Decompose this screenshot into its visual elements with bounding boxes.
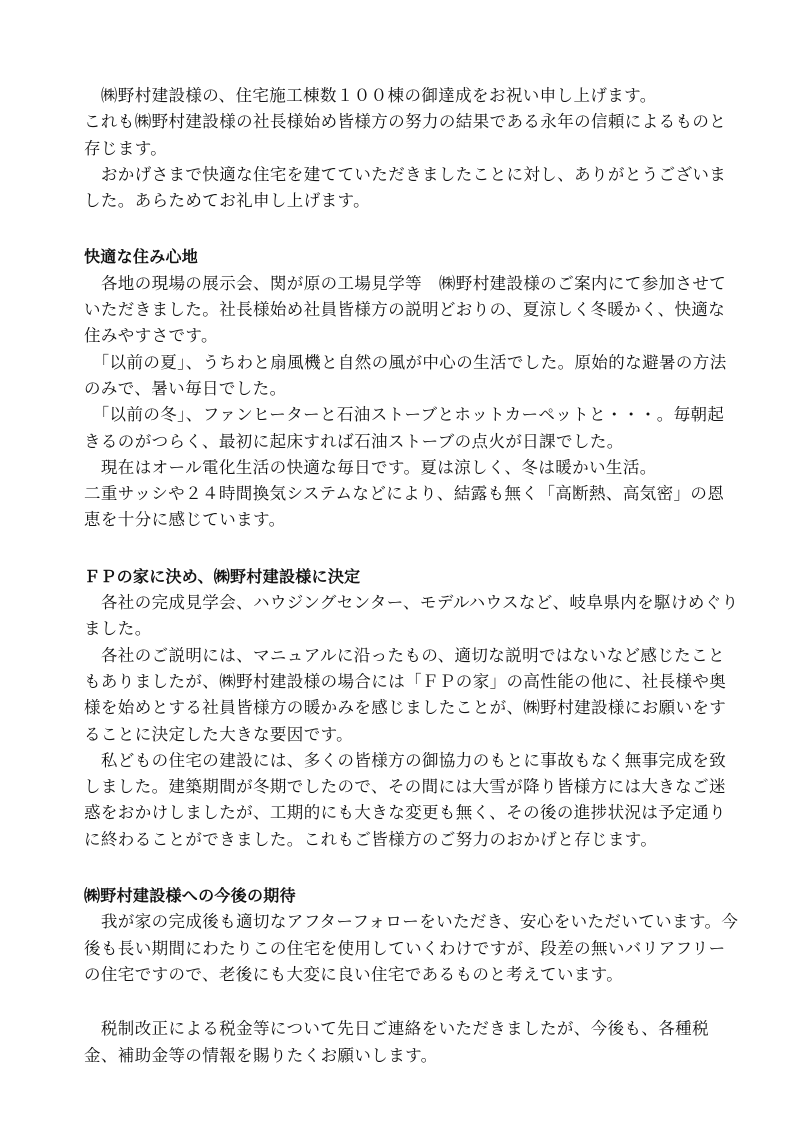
section-paragraph: 現在はオール電化生活の快適な毎日です。夏は涼しく、冬は暖かい生活。 [84, 457, 657, 477]
section-paragraph: 各社のご説明には、マニュアルに沿ったもの、適切な説明ではないなど感じたこともありましたが、㈱野村建設様の場合には「ＦＰの家」の高性能の他に、社長様や奥様を始めとする社員皆様方の暖かみを感じましたことが、㈱野村建設様にお願いをすることに決定した大きな要因です。 [84, 645, 727, 744]
intro-line: これも㈱野村建設様の社長様始め皆様方の努力の結果である永年の信頼によるものと存じます。 [84, 112, 727, 158]
intro-line: おかげさまで快適な住宅を建てていただきましたことに対し、ありがとうございました。あらためてお礼申し上げます。 [84, 164, 727, 211]
section-heading: ㈱野村建設様への今後の期待 [84, 886, 296, 906]
section-paragraph: 私どもの住宅の建設には、多くの皆様方の御協力のもとに事故もなく無事完成を致しました。建築期間が冬期でしたので、その間には大雪が降り皆様方には大きなご迷惑をおかけしましたが、工期的にも大きな変更も無く、その後の進捗状況は予定通りに終わることができました。これもご皆様方のご努力のおかげと存じます。 [84, 750, 727, 849]
closing-block [84, 1016, 740, 1069]
section-comfort [84, 244, 740, 533]
section-heading: 快適な住み心地 [84, 247, 199, 267]
intro-block [84, 83, 740, 214]
section-decision [84, 564, 740, 853]
section-paragraph: 各地の現場の展示会、関が原の工場見学等 ㈱野村建設様のご案内にて参加させていただきました。社長様始め社員皆様方の説明どおりの、夏涼しく冬暖かく、快適な住みやすさです。 [84, 273, 727, 346]
section-paragraph: 「以前の冬」、ファンヒーターと石油ストーブとホットカーペットと・・・。毎朝起きるのがつらく、最初に起床すれば石油ストーブの点火が日課でした。 [84, 405, 725, 451]
closing-paragraph: 税制改正による税金等について先日ご連絡をいただきましたが、今後も、各種税金、補助金等の情報を賜りたくお願いします。 [84, 1019, 709, 1065]
intro-line: ㈱野村建設様の、住宅施工棟数１００棟の御達成をお祝い申し上げます。 [84, 86, 657, 105]
section-heading: ＦＰの家に決め、㈱野村建設様に決定 [84, 566, 361, 586]
section-paragraph: 二重サッシや２４時間換気システムなどにより、結露も無く「高断熱、高気密」の恩恵を十分に感じています。 [84, 484, 725, 530]
section-paragraph: 各社の完成見学会、ハウジングセンター、モデルハウスなど、岐阜県内を駆けめぐりました。 [84, 593, 739, 639]
section-expectations [84, 883, 740, 988]
section-paragraph: 我が家の完成後も適切なアフターフォローをいただき、安心をいただいています。今後も長い期間にわたりこの住宅を使用していくわけですが、段差の無いバリアフリーの住宅ですので、老後にも大変に良い住宅であるものと考えています。 [84, 912, 739, 984]
section-paragraph: 「以前の夏」、うちわと扇風機と自然の風が中心の生活でした。原始的な避暑の方法のみで、暑い毎日でした。 [84, 352, 727, 398]
